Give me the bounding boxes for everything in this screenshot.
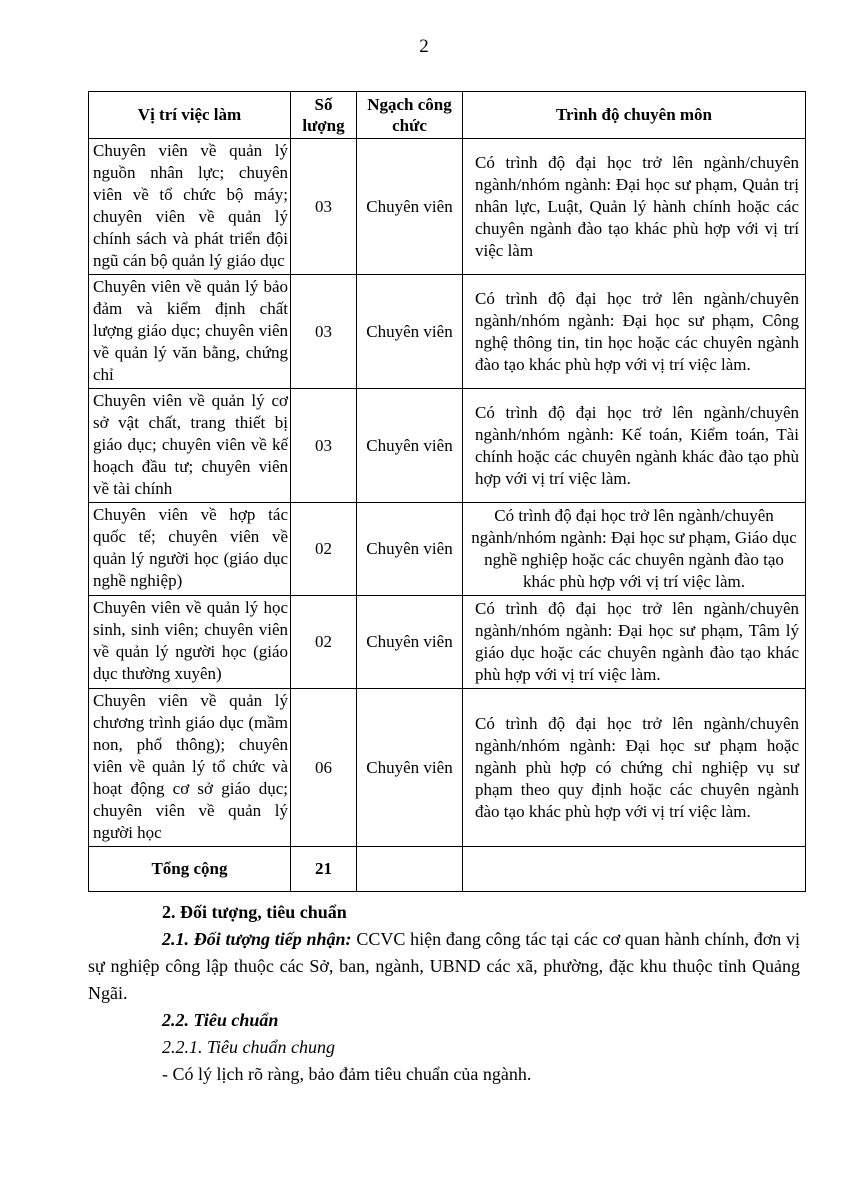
- table-total-row: [89, 847, 806, 892]
- position-cell: Chuyên viên về quản lý học sinh, sinh viên; chuyên viên về quản lý người học (giáo dục thường xuyên): [89, 596, 291, 689]
- table-row: [89, 139, 806, 275]
- position-cell: Chuyên viên về quản lý nguồn nhân lực; chuyên viên về tổ chức bộ máy; chuyên viên về quản lý chính sách và phát triển đội ngũ cán bộ quản lý giáo dục: [89, 139, 291, 275]
- qualification-cell: Có trình độ đại học trở lên ngành/chuyên ngành/nhóm ngành: Đại học sư phạm, Công nghệ thông tin, tin học hoặc các chuyên ngành đào tạo khác phù hợp với vị trí việc làm.: [463, 275, 806, 389]
- page-number: 2: [419, 36, 429, 57]
- qualification-cell: Có trình độ đại học trở lên ngành/chuyên ngành/nhóm ngành: Đại học sư phạm hoặc ngành phù hợp có chứng chỉ nghiệp vụ sư phạm theo quy định hoặc các chuyên ngành đào tạo khác phù hợp với vị trí việc làm.: [463, 689, 806, 847]
- table-row: [89, 503, 806, 596]
- total-label: Tổng cộng: [89, 847, 291, 892]
- section-2-1-paragraph: [88, 926, 800, 1007]
- section-heading-2-2-1: 2.2.1. Tiêu chuẩn chung: [162, 1037, 335, 1057]
- qualification-cell: Có trình độ đại học trở lên ngành/chuyên ngành/nhóm ngành: Đại học sư phạm, Giáo dục nghề nghiệp hoặc các chuyên ngành đào tạo khác phù hợp với vị trí việc làm.: [463, 503, 806, 596]
- position-cell: Chuyên viên về quản lý cơ sở vật chất, trang thiết bị giáo dục; chuyên viên về kế hoạch đầu tư; chuyên viên về tài chính: [89, 389, 291, 503]
- total-quantity: 21: [291, 847, 357, 892]
- positions-table: [88, 91, 806, 892]
- position-cell: Chuyên viên về quản lý bảo đảm và kiểm định chất lượng giáo dục; chuyên viên về quản lý văn bằng, chứng chỉ: [89, 275, 291, 389]
- header-quantity: Số lượng: [291, 92, 357, 139]
- qualification-cell: Có trình độ đại học trở lên ngành/chuyên ngành/nhóm ngành: Đại học sư phạm, Quản trị nhân lực, Luật, Quản lý hành chính hoặc các chuyên ngành đào tạo khác phù hợp với vị trí việc làm: [463, 139, 806, 275]
- quantity-cell: 02: [291, 596, 357, 689]
- section-2-1-text: CCVC hiện đang công tác tại các cơ quan hành chính, đơn vị sự nghiệp công lập thuộc các Sở, ban, ngành, UBND các xã, phường, đặc khu thuộc tỉnh Quảng Ngãi.: [88, 929, 801, 1003]
- position-cell: Chuyên viên về quản lý chương trình giáo dục (mầm non, phổ thông); chuyên viên về quản lý tổ chức và hoạt động cơ sở giáo dục; chuyên viên về quản lý người học: [89, 689, 291, 847]
- quantity-cell: 03: [291, 389, 357, 503]
- rank-cell: Chuyên viên: [357, 503, 463, 596]
- header-rank: Ngạch công chức: [357, 92, 463, 139]
- empty-cell: [357, 847, 463, 892]
- quantity-cell: 06: [291, 689, 357, 847]
- position-cell: Chuyên viên về hợp tác quốc tế; chuyên viên về quản lý người học (giáo dục nghề nghiệp): [89, 503, 291, 596]
- table-row: [89, 275, 806, 389]
- rank-cell: Chuyên viên: [357, 139, 463, 275]
- table-header-row: [89, 92, 806, 139]
- section-2-1-label: 2.1. Đối tượng tiếp nhận:: [162, 929, 352, 949]
- rank-cell: Chuyên viên: [357, 596, 463, 689]
- rank-cell: Chuyên viên: [357, 275, 463, 389]
- qualification-cell: Có trình độ đại học trở lên ngành/chuyên ngành/nhóm ngành: Đại học sư phạm, Tâm lý giáo dục hoặc các chuyên ngành đào tạo khác phù hợp với vị trí việc làm.: [463, 596, 806, 689]
- table-row: [89, 596, 806, 689]
- quantity-cell: 02: [291, 503, 357, 596]
- empty-cell: [463, 847, 806, 892]
- body-text: [88, 899, 800, 1088]
- rank-cell: Chuyên viên: [357, 389, 463, 503]
- rank-cell: Chuyên viên: [357, 689, 463, 847]
- section-heading-2: 2. Đối tượng, tiêu chuẩn: [162, 902, 347, 922]
- section-heading-2-2: 2.2. Tiêu chuẩn: [162, 1010, 279, 1030]
- quantity-cell: 03: [291, 139, 357, 275]
- general-standard-bullet: - Có lý lịch rõ ràng, bảo đảm tiêu chuẩn của ngành.: [162, 1064, 532, 1084]
- table-row: [89, 689, 806, 847]
- table-row: [89, 389, 806, 503]
- header-qualification: Trình độ chuyên môn: [463, 92, 806, 139]
- qualification-cell: Có trình độ đại học trở lên ngành/chuyên ngành/nhóm ngành: Kế toán, Kiểm toán, Tài chính hoặc các chuyên ngành khác đào tạo phù hợp với vị trí việc làm.: [463, 389, 806, 503]
- quantity-cell: 03: [291, 275, 357, 389]
- header-position: Vị trí việc làm: [89, 92, 291, 139]
